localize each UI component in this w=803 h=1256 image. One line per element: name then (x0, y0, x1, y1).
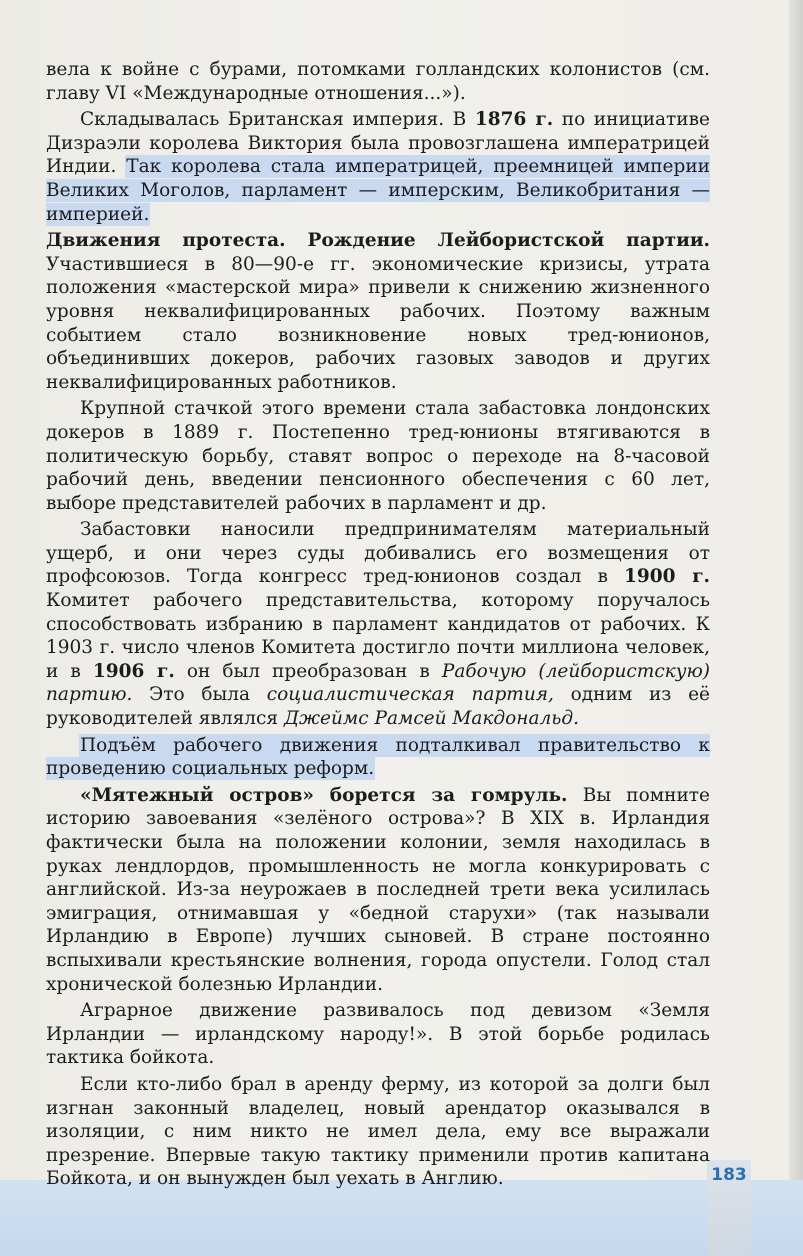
paragraph-6 (46, 734, 710, 781)
term-macdonald: Джеймс Рамсей Макдональд. (283, 708, 579, 730)
body-text (46, 58, 710, 1194)
section-heading-protest: Движения протеста. Рождение Лейбористской партии. (46, 230, 710, 252)
year-1906: 1906 г. (92, 660, 175, 682)
page-right-edge (789, 0, 803, 1256)
paragraph-2: Складывалась Британская империя. В 1876 г. по инициативе Дизраэли королева Виктория была провозглашена императрицей Индии. Так королева стала императрицей, преемницей империи Великих Моголов, парламент — имперским, Великобритания — империей. (46, 109, 710, 225)
paragraph-9: Если кто-либо брал в аренду ферму, из которой за долги был изгнан законный владелец, новый арендатор оказывался в изоляции, с ним никто не имел дела, ему все выражали презрение. Впервые такую тактику применили против капитана Бойкота, и он вынужден был уехать в Англию. (46, 1073, 710, 1190)
term-socialist-party: социалистическая партия, (266, 684, 554, 706)
page-number: 183 (711, 1165, 747, 1185)
paragraph-8: Аграрное движение развивалось под девизом «Земля Ирландии — ирландскому народу!». В этой борьбе родилась тактика бойкота. (46, 1000, 710, 1069)
term-labour-party: Рабочую (лейбористскую) партию. (46, 660, 710, 706)
section-heading-ireland: «Мятежный остров» борется за гомруль. (80, 784, 568, 806)
paragraph-4: Крупной стачкой этого времени стала забастовка лондонских докеров в 1889 г. Постепенно тред-юнионы втягиваются в политическую борьбу, ставят вопрос о переходе на 8-часовой рабочий день, введении пенсионного обеспечения с 60 лет, выборе представителей рабочих в парламент и др. (46, 398, 710, 514)
year-1900: 1900 г. (624, 566, 710, 588)
paragraph-1: вела к войне с бурами, потомками голландских колонистов (см. главу VI «Международные отношения...»). (46, 59, 710, 104)
paragraph-7: «Мятежный остров» борется за гомруль. Вы помните историю завоевания «зелёного острова»? В XIX в. Ирландия фактически была на положении колонии, земля находилась в руках лендлордов, промышленность не могла конкурировать с английской. Из-за неурожаев в последней трети века усилилась эмиграция, отнимавшая у «бедной старухи» (так называли Ирландию в Европе) лучших сыновей. В стране постоянно вспыхивали крестьянские волнения, города опустели. Голод стал хронической болезнью Ирландии. (46, 784, 710, 995)
paragraph-5: Забастовки наносили предпринимателям материальный ущерб, и они через суды добивались его возмещения от профсоюзов. Тогда конгресс тред-юнионов создал в 1900 г. Комитет рабочего представительства, которому поручалось способствовать избранию в парламент кандидатов от рабочих. К 1903 г. число членов Комитета достигло почти миллиона человек, и в 1906 г. он был преобразован в Рабочую (лейбористскую) партию. Это была социалистическая партия, одним из её руководителей являлся Джеймс Рамсей Макдональд. (46, 519, 710, 730)
highlighted-text: Так королева стала императрицей, преемницей империи Великих Моголов, парламент — имперским, Великобритания — империей. (46, 156, 710, 225)
paragraph-3: Движения протеста. Рождение Лейбористской партии. Участившиеся в 80—90-е гг. экономические кризисы, утрата положения «мастерской мира» привели к снижению жизненного уровня неквалифицированных рабочих. Поэтому важным событием стало возникновение новых тред-юнионов, объединивших докеров, рабочих газовых заводов и других неквалифицированных работников. (46, 230, 710, 393)
year-1876: 1876 г. (474, 109, 554, 131)
highlighted-text: Подъём рабочего движения подталкивал правительство к проведению социальных реформ. (46, 734, 710, 780)
